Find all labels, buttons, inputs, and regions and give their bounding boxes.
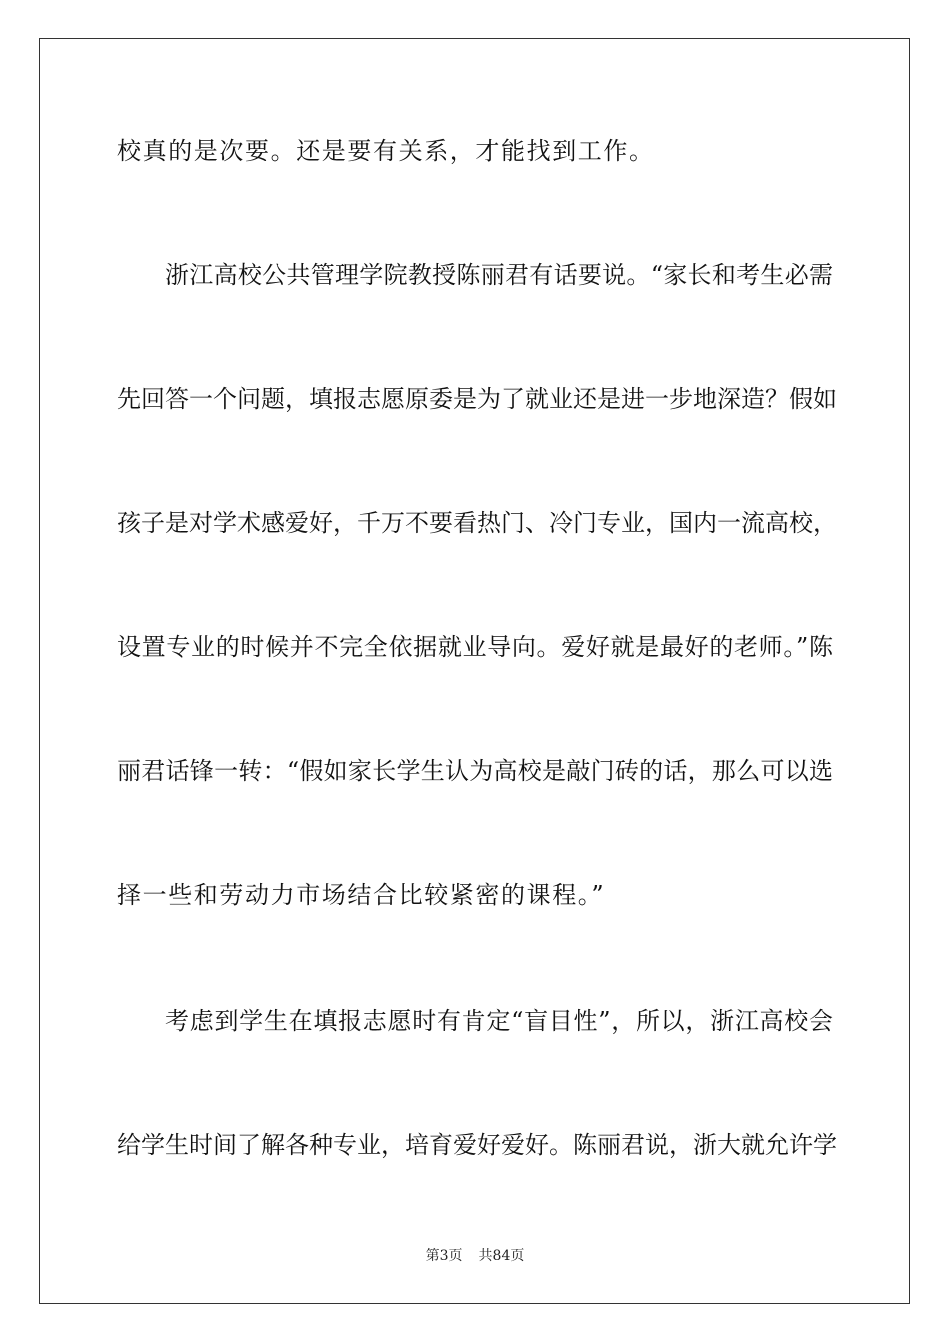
page-number: 第3页 xyxy=(425,1248,463,1264)
text-line: 校真的是次要。还是要有关系，才能找到工作。 xyxy=(117,137,655,165)
paragraph-start-line: 浙江高校公共管理学院教授陈丽君有话要说。“家长和考生必需 xyxy=(165,261,833,289)
text-line: 孩子是对学术感爱好，千万不要看热门、冷门专业，国内一流高校， xyxy=(117,509,837,537)
page-border xyxy=(39,38,910,1304)
text-line: 择一些和劳动力市场结合比较紧密的课程。” xyxy=(117,881,606,909)
text-line: 给学生时间了解各种专业，培育爱好爱好。陈丽君说，浙大就允许学 xyxy=(117,1131,837,1159)
paragraph-start-line: 考虑到学生在填报志愿时有肯定“盲目性”，所以，浙江高校会 xyxy=(165,1007,833,1035)
text-line: 丽君话锋一转：“假如家长学生认为高校是敲门砖的话，那么可以选 xyxy=(117,757,833,785)
page-total: 共84页 xyxy=(478,1248,525,1264)
page-footer xyxy=(0,1246,950,1266)
text-line: 先回答一个问题，填报志愿原委是为了就业还是进一步地深造？假如 xyxy=(117,385,837,413)
text-line: 设置专业的时候并不完全依据就业导向。爱好就是最好的老师。”陈 xyxy=(117,633,833,661)
